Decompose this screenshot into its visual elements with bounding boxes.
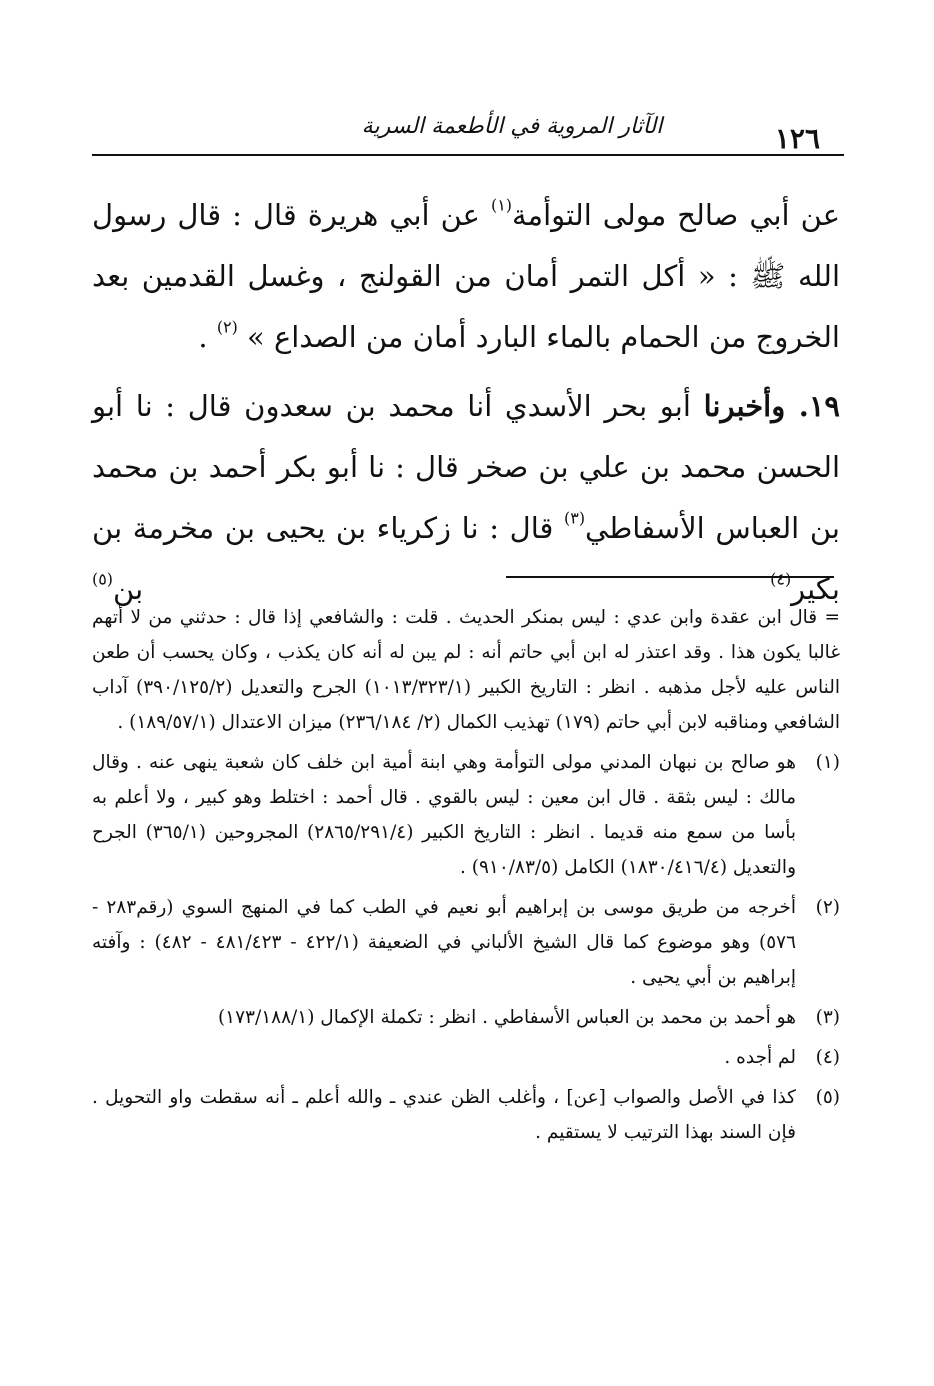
footnote-text: كذا في الأصل والصواب [عن] ، وأغلب الظن عندي ـ والله أعلم ـ أنه سقطت واو التحويل . فإن السند بهذا الترتيب لا يستقيم . — [92, 1087, 796, 1143]
footnote-text: أخرجه من طريق موسى بن إبراهيم أبو نعيم في الطب كما في المنهج السوي (رقم٢٨٣ - ٥٧٦) وهو موضوع كما قال الشيخ الألباني في الضعيفة (٤٢٢/١ - ٤٨١/٤٢٣ - ٤٨٢) : وآفته إبراهيم بن أبي يحيى . — [92, 897, 797, 988]
footnote-text: لم أجده . — [724, 1047, 796, 1068]
running-title: الآثار المروية في الأطعمة السرية — [361, 114, 663, 139]
footnote-number: (٢) — [815, 897, 840, 918]
hadith-19 — [92, 376, 840, 620]
footnote-number: (٣) — [815, 1007, 840, 1028]
hadith-text: . — [198, 320, 217, 354]
page-header — [92, 108, 844, 154]
footnote-3 — [92, 1000, 840, 1035]
footnotes — [92, 600, 840, 1150]
footnote-text: هو أحمد بن محمد بن العباس الأسفاطي . انظر : تكملة الإكمال (١٧٣/١٨٨/١) — [217, 1007, 796, 1028]
footnote-number: (٥) — [815, 1087, 840, 1108]
footnote-text: هو صالح بن نبهان المدني مولى التوأمة وهي ابنة أمية ابن خلف كان شعبة ينهى عنه . وقال مالك : ليس بثقة . قال ابن معين : ليس بالقوي . قال أحمد : اختلط وهو كبير ، ولا أعلم به بأسا من سمع منه قديما . انظر : التاريخ الكبير (٢٨٦٥/٢٩١/٤) المجروحين (٣٦٥/١) الجرح والتعديل (١٨٣٠/٤١٦/٤) الكامل (٩١٠/٨٣/٥) . — [92, 752, 797, 878]
footnote-ref-4[interactable]: (٤) — [770, 569, 792, 589]
hadith-text: عن أبي هريرة قال : قال رسول الله ﷺ : « أكل التمر أمان من القولنج ، وغسل القدمين بعد الخروج من الحمام بالماء البارد أمان من الصداع » — [92, 198, 840, 354]
footnote-5 — [92, 1080, 840, 1150]
header-rule — [92, 154, 844, 156]
hadith-text: أبو بحر الأسدي أنا محمد بن سعدون قال : نا أبو الحسن محمد بن علي بن صخر قال : نا أبو بكر أحمد بن محمد بن العباس الأسفاطي — [92, 389, 840, 545]
hadith-lead-word: وأخبرنا — [703, 389, 799, 423]
footnote-separator — [506, 576, 834, 578]
hadith-text: قال : نا زكرياء بن يحيى بن مخرمة بن بكير — [92, 511, 840, 606]
hadith-text: بن — [113, 572, 771, 606]
footnote-number: (١) — [815, 752, 840, 773]
footnote-ref-1[interactable]: (١) — [490, 195, 512, 215]
footnote-4 — [92, 1040, 840, 1075]
footnote-2 — [92, 890, 840, 995]
footnote-1 — [92, 745, 840, 885]
footnote-ref-2[interactable]: (٢) — [216, 317, 238, 337]
hadith-number: ١٩. — [798, 389, 841, 423]
page-number: ١٢٦ — [774, 122, 820, 155]
hadith-text: عن أبي صالح مولى التوأمة — [511, 198, 841, 232]
hadith-18 — [92, 185, 840, 368]
footnote-number: (٤) — [815, 1047, 840, 1068]
footnote-ref-3[interactable]: (٣) — [564, 508, 586, 528]
footnote-continuation: = قال ابن عقدة وابن عدي : ليس بمنكر الحديث . قلت : والشافعي إذا قال : حدثني من لا أتهم غالبا يكون هذا . وقد اعتذر له ابن أبي حاتم أنه : لم يبن له أنه كان يكذب ، وكان يحسب أن طعن الناس عليه لأجل مذهبه . انظر : التاريخ الكبير (١٠١٣/٣٢٣/١) الجرح والتعديل (٣٩٠/١٢٥/٢) آداب الشافعي ومناقبه لابن أبي حاتم (١٧٩) تهذيب الكمال (٢/ ٢٣٦/١٨٤) ميزان الاعتدال (١٨٩/٥٧/١) . — [92, 607, 840, 733]
footnote-ref-5[interactable]: (٥) — [92, 569, 113, 589]
main-text — [92, 185, 840, 620]
